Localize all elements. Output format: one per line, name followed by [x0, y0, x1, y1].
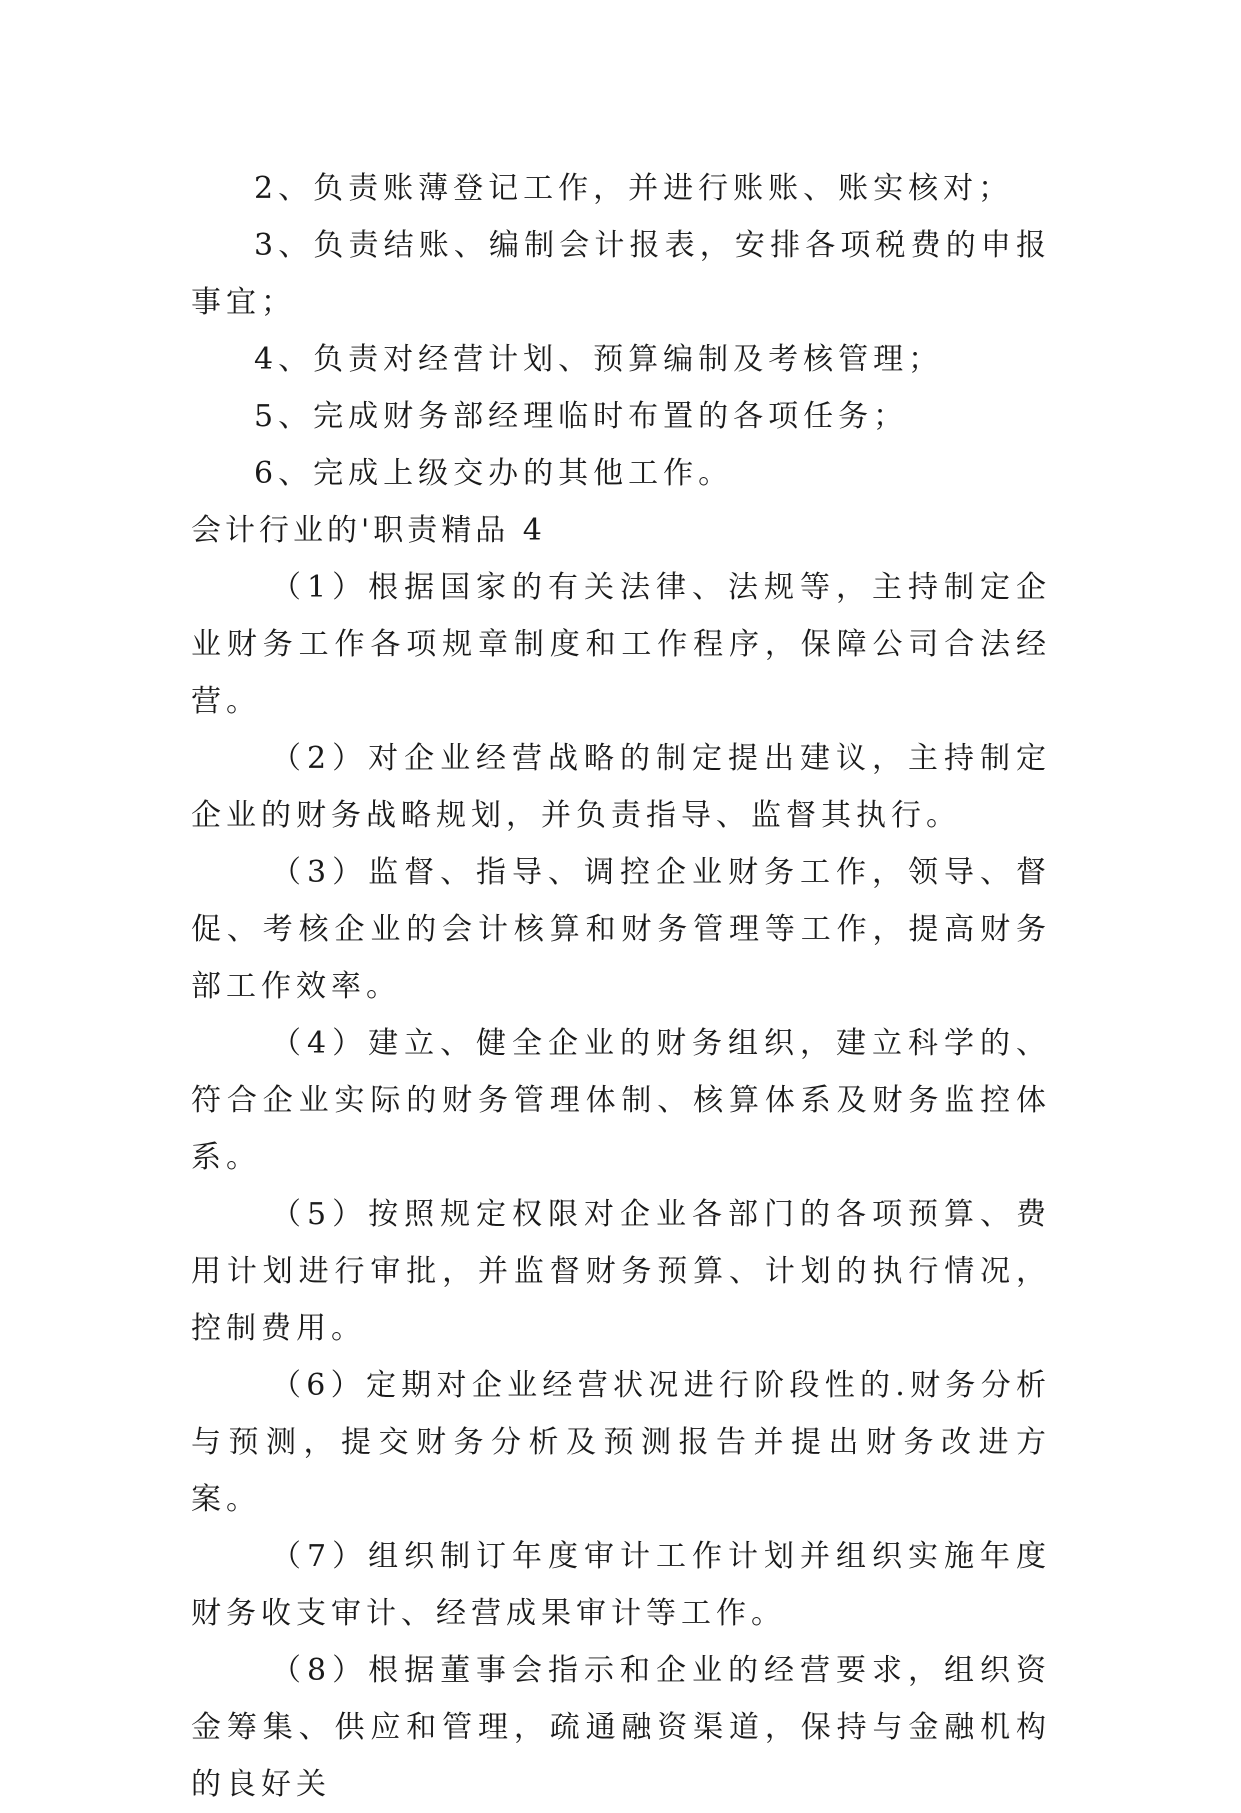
paragraph-item-5: （5）按照规定权限对企业各部门的各项预算、费用计划进行审批，并监督财务预算、计划的执行情况，控制费用。: [191, 1197, 1051, 1346]
document-body: [191, 160, 1051, 1813]
section-heading: 会计行业的'职责精品 4: [191, 513, 546, 548]
paragraph-item-2: （2）对企业经营战略的制定提出建议，主持制定企业的财务战略规划，并负责指导、监督其执行。: [191, 741, 1051, 833]
paragraph-duty-3: 3、负责结账、编制会计报表，安排各项税费的申报事宜；: [191, 228, 1051, 320]
paragraph-item-1: （1）根据国家的有关法律、法规等，主持制定企业财务工作各项规章制度和工作程序，保障公司合法经营。: [191, 570, 1051, 719]
paragraph-duty-2: 2、负责账薄登记工作，并进行账账、账实核对；: [254, 171, 1014, 206]
paragraph-item-7: （7）组织制订年度审计工作计划并组织实施年度财务收支审计、经营成果审计等工作。: [191, 1539, 1051, 1631]
paragraph-item-6: （6）定期对企业经营状况进行阶段性的.财务分析与预测，提交财务分析及预测报告并提出财务改进方案。: [191, 1368, 1051, 1517]
paragraph-item-4: （4）建立、健全企业的财务组织，建立科学的、符合企业实际的财务管理体制、核算体系及财务监控体系。: [191, 1026, 1051, 1175]
paragraph-duty-4: 4、负责对经营计划、预算编制及考核管理；: [254, 342, 944, 377]
paragraph-duty-6: 6、完成上级交办的其他工作。: [254, 456, 734, 491]
paragraph-item-3: （3）监督、指导、调控企业财务工作，领导、督促、考核企业的会计核算和财务管理等工作，提高财务部工作效率。: [191, 855, 1051, 1004]
paragraph-item-8: （8）根据董事会指示和企业的经营要求，组织资金筹集、供应和管理，疏通融资渠道，保持与金融机构的良好关: [191, 1653, 1051, 1802]
paragraph-duty-5: 5、完成财务部经理临时布置的各项任务；: [254, 399, 909, 434]
